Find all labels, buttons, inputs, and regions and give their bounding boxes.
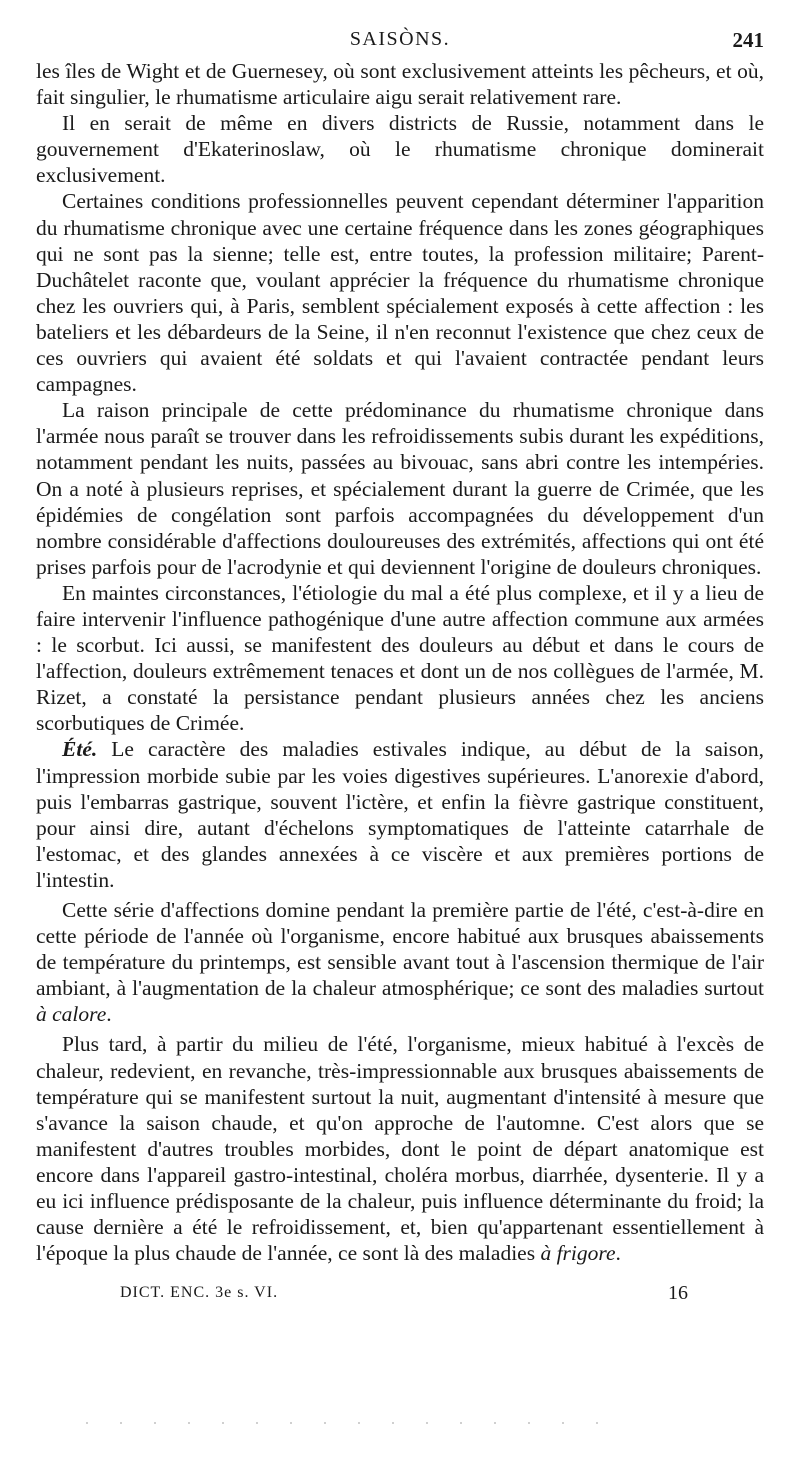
paragraph-text: Cette série d'affections domine pendant la première partie de l'été, c'est-à-dire en cette période de l'année où l'organisme, encore habitué aux brusques abaissements de température du printemps, est sensible avant tout à l'ascension thermique de l'air ambiant, à l'augmentation de la chaleur atmosphérique; ce sont des maladies surtout bbox=[36, 898, 764, 1001]
section-heading-ete: Été. bbox=[62, 737, 98, 762]
paragraph bbox=[36, 897, 764, 1027]
paragraph: Il en serait de même en divers districts de Russie, notamment dans le gouvernement d'Ekaterinoslaw, où le rhumatisme chronique dominerait exclusivement. bbox=[36, 111, 764, 188]
document-page bbox=[36, 22, 764, 1312]
sheet-number: 16 bbox=[668, 1282, 688, 1305]
italic-term: à calore bbox=[36, 1002, 107, 1027]
page-header bbox=[36, 22, 764, 58]
punctuation: . bbox=[615, 1241, 621, 1266]
page-footer bbox=[36, 1278, 764, 1312]
punctuation: . bbox=[106, 1002, 112, 1027]
running-title: SAISÒNS. bbox=[349, 28, 451, 50]
paragraph: Certaines conditions professionnelles peuvent cependant déterminer l'apparition du rhumatisme chronique avec une certaine fréquence dans les zones géographiques qui ne sont pas la sienne; telle est, entre toutes, la profession militaire; Parent-Duchâtelet raconte que, voulant apprécier la fréquence du rhumatisme chronique chez les ouvriers qui, à Paris, semblent spécialement exposés à cette affection : les bateliers et les débardeurs de la Seine, il n'en reconnut l'existence que chez ceux de ces ouvriers qui avaient été soldats et qui l'avaient contractée pendant leurs campagnes. bbox=[36, 189, 764, 397]
paragraph: les îles de Wight et de Guernesey, où sont exclusivement atteints les pêcheurs, et où, fait singulier, le rhumatisme articulaire aigu serait relativement rare. bbox=[36, 59, 764, 110]
italic-term: à frigore bbox=[540, 1241, 616, 1266]
scan-specks bbox=[70, 1421, 630, 1425]
paragraph: La raison principale de cette prédominance du rhumatisme chronique dans l'armée nous paraît se trouver dans les refroidissements subis durant les expéditions, notamment pendant les nuits, passées au bivouac, sans abri contre les intempéries. On a noté à plusieurs reprises, et spécialement durant la guerre de Crimée, que les épidémies de congélation sont parfois accompagnées du développement d'un nombre considérable d'affections douloureuses des extrémités, affections qui ont été prises parfois pour de l'acrodynie et qui deviennent l'origine de douleurs chroniques. bbox=[36, 398, 764, 579]
page-number: 241 bbox=[732, 28, 764, 52]
body-text bbox=[36, 58, 764, 1266]
ete-paragraph-text: Le caractère des maladies estivales indique, au début de la saison, l'impression morbide subie par les voies digestives supérieures. L'anorexie d'abord, puis l'embarras gastrique, souvent l'ictère, et enfin la fièvre gastrique constituent, pour ainsi dire, autant d'échelons symptomatiques de l'atteinte catarrhale de l'estomac, et des glandes annexées à ce viscère et aux premières portions de l'intestin. bbox=[36, 737, 764, 892]
ete-paragraph bbox=[36, 736, 764, 893]
paragraph-text: Plus tard, à partir du milieu de l'été, l'organisme, mieux habitué à l'excès de chaleur, redevient, en revanche, très-impressionnable aux brusques abaissements de température qui se manifestent surtout la nuit, augmentant d'intensité à mesure que s'avance la saison chaude, et qu'on approche de l'automne. C'est alors que se manifestent d'autres troubles morbides, dont le point de départ anatomique est encore dans l'appareil gastro-intestinal, choléra morbus, diarrhée, dysenterie. Il y a eu ici influence prédisposante de la chaleur, puis influence déterminante du froid; la cause dernière a été le refroidissement, et, bien qu'appartenant essentiellement à l'époque la plus chaude de l'année, ce sont là des maladies bbox=[36, 1032, 764, 1266]
paragraph bbox=[36, 1031, 764, 1266]
printer-signature: DICT. ENC. 3e s. VI. bbox=[120, 1284, 279, 1302]
paragraph: En maintes circonstances, l'étiologie du mal a été plus complexe, et il y a lieu de faire intervenir l'influence pathogénique d'une autre affection commune aux armées : le scorbut. Ici aussi, se manifestent des douleurs au début et dans le cours de l'affection, douleurs extrêmement tenaces et dont un de nos collègues de l'armée, M. Rizet, a constaté la persistance pendant plusieurs années chez les anciens scorbutiques de Crimée. bbox=[36, 580, 764, 736]
